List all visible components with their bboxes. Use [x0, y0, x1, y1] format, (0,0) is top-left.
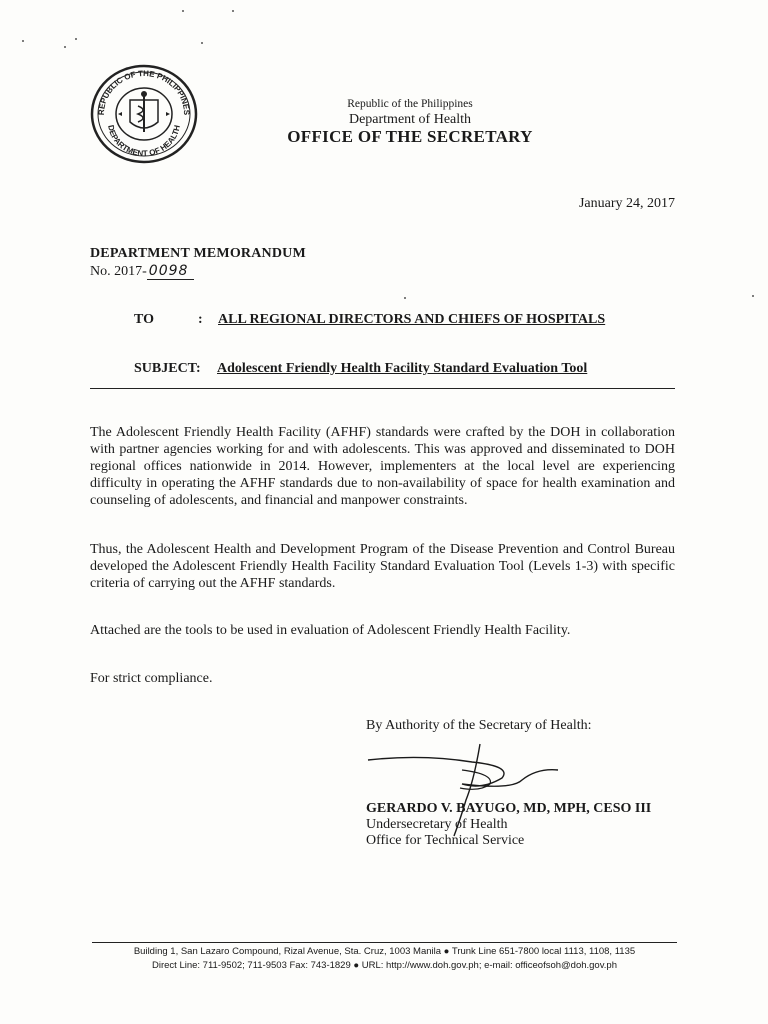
signatory-office: Office for Technical Service	[366, 833, 525, 848]
scan-speck	[22, 40, 24, 42]
memo-number-prefix: No. 2017-	[90, 264, 147, 279]
body-paragraph-3: Attached are the tools to be used in evaluation of Adolescent Friendly Health Facility.	[90, 623, 571, 638]
to-label: TO	[134, 312, 154, 327]
signatory-title: Undersecretary of Health	[366, 817, 508, 832]
scan-speck	[64, 46, 66, 48]
header-divider	[90, 388, 675, 389]
svg-text:DEPARTMENT OF HEALTH: DEPARTMENT OF HEALTH	[106, 124, 182, 159]
footer-address: Building 1, San Lazaro Compound, Rizal Avenue, Sta. Cruz, 1003 Manila ● Trunk Line 651-7800 local 1113, 1108, 1135	[133, 946, 636, 957]
scan-speck	[75, 38, 77, 40]
subject-label: SUBJECT:	[134, 361, 201, 376]
authority-line: By Authority of the Secretary of Health:	[366, 718, 592, 733]
scan-speck	[232, 10, 234, 12]
memo-date: January 24, 2017	[578, 196, 675, 211]
to-recipients: ALL REGIONAL DIRECTORS AND CHIEFS OF HOSPITALS	[218, 312, 606, 327]
svg-text:REPUBLIC OF THE PHILIPPINES: REPUBLIC OF THE PHILIPPINES	[96, 68, 192, 116]
scan-speck	[201, 42, 203, 44]
letterhead-department: Department of Health	[348, 112, 472, 127]
body-paragraph-1: The Adolescent Friendly Health Facility (AFHF) standards were crafted by the DOH in collaboration with partner agencies working for and with adolescents. This was approved and disseminated to DOH regional offices nationwide in 2014. However, implementers at the local level are experiencing difficulty in operating the AFHF standards due to non-availability of space for health examination and counseling of adolescents, and financial and manpower constraints.	[90, 425, 675, 508]
letterhead-office: OFFICE OF THE SECRETARY	[287, 127, 533, 146]
memo-number-handwritten: 0098	[147, 263, 195, 280]
subject-value: Adolescent Friendly Health Facility Standard Evaluation Tool	[217, 361, 588, 376]
memo-title: DEPARTMENT MEMORANDUM	[90, 246, 306, 261]
memo-number	[90, 263, 194, 280]
body-paragraph-4: For strict compliance.	[90, 671, 213, 686]
scan-speck	[404, 297, 406, 299]
to-colon: :	[198, 312, 203, 327]
doh-seal-icon	[88, 62, 200, 166]
scan-speck	[752, 295, 754, 297]
letterhead-republic: Republic of the Philippines	[347, 98, 473, 110]
footer-divider	[92, 942, 677, 943]
scan-speck	[182, 10, 184, 12]
footer-contact: Direct Line: 711-9502; 711-9503 Fax: 743-1829 ● URL: http://www.doh.gov.ph; e-mail: officeofsoh@doh.gov.ph	[152, 960, 617, 971]
signatory-name: GERARDO V. BAYUGO, MD, MPH, CESO III	[366, 801, 652, 816]
body-paragraph-2: Thus, the Adolescent Health and Development Program of the Disease Prevention and Control Bureau developed the Adolescent Friendly Health Facility Standard Evaluation Tool (Levels 1-3) with specific criteria of carrying out the AFHF standards.	[90, 542, 675, 591]
